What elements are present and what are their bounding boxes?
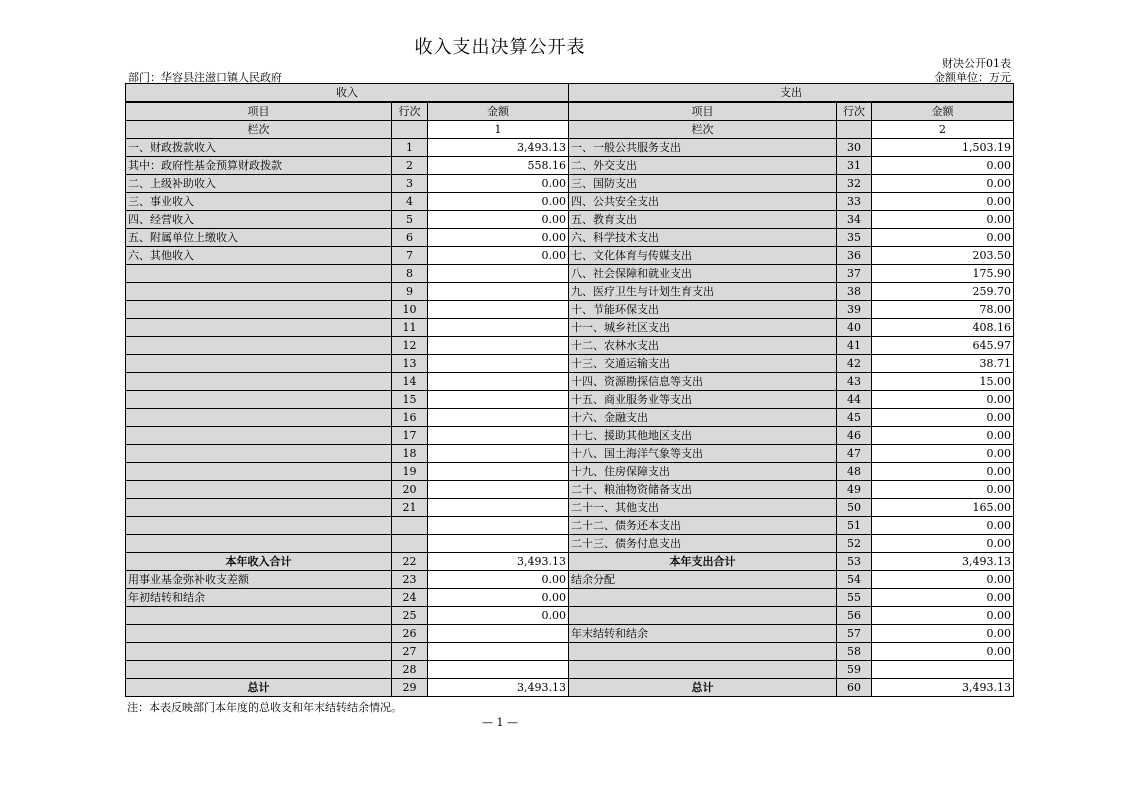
income-row-number-cell: 1 bbox=[392, 139, 428, 157]
income-item-cell: 年初结转和结余 bbox=[126, 589, 392, 607]
income-amount-cell bbox=[428, 535, 569, 553]
income-item-cell bbox=[126, 409, 392, 427]
income-row-number-cell: 22 bbox=[392, 553, 428, 571]
income-item-cell bbox=[126, 283, 392, 301]
income-row-number-cell: 23 bbox=[392, 571, 428, 589]
expense-amount-cell: 0.00 bbox=[872, 445, 1014, 463]
expense-item-cell: 十二、农林水支出 bbox=[569, 337, 837, 355]
income-amount-cell bbox=[428, 463, 569, 481]
expense-amount-cell: 0.00 bbox=[872, 229, 1014, 247]
expense-amount-cell: 0.00 bbox=[872, 463, 1014, 481]
expense-lanci-label: 栏次 bbox=[569, 121, 837, 139]
expense-row-number-cell: 42 bbox=[837, 355, 872, 373]
table-row bbox=[126, 589, 1014, 607]
income-item-cell: 本年收入合计 bbox=[126, 553, 392, 571]
table-row bbox=[126, 427, 1014, 445]
income-row-number-cell: 24 bbox=[392, 589, 428, 607]
expense-amount-cell: 0.00 bbox=[872, 643, 1014, 661]
income-lanci-row bbox=[392, 121, 428, 139]
page-number: — 1 — bbox=[482, 716, 518, 729]
expense-row-number-cell: 59 bbox=[837, 661, 872, 679]
income-item-cell bbox=[126, 499, 392, 517]
expense-row-number-cell: 58 bbox=[837, 643, 872, 661]
expense-amount-cell: 408.16 bbox=[872, 319, 1014, 337]
income-item-cell: 其中：政府性基金预算财政拨款 bbox=[126, 157, 392, 175]
expense-item-cell: 五、教育支出 bbox=[569, 211, 837, 229]
income-amount-cell bbox=[428, 643, 569, 661]
income-amount-cell: 0.00 bbox=[428, 247, 569, 265]
table-row bbox=[126, 553, 1014, 571]
income-amount-cell: 3,493.13 bbox=[428, 553, 569, 571]
income-row-number-cell: 13 bbox=[392, 355, 428, 373]
table-row bbox=[126, 625, 1014, 643]
expense-item-cell: 六、科学技术支出 bbox=[569, 229, 837, 247]
expense-amount-cell: 3,493.13 bbox=[872, 553, 1014, 571]
income-row-number-cell: 19 bbox=[392, 463, 428, 481]
expense-item-cell: 十一、城乡社区支出 bbox=[569, 319, 837, 337]
income-amount-header: 金额 bbox=[428, 102, 569, 121]
department-label: 部门：华容县注滋口镇人民政府 bbox=[128, 71, 282, 84]
expense-row-number-cell: 49 bbox=[837, 481, 872, 499]
lanci-row bbox=[126, 121, 1014, 139]
income-item-cell bbox=[126, 319, 392, 337]
income-amount-cell bbox=[428, 661, 569, 679]
income-item-cell bbox=[126, 337, 392, 355]
expense-row-header: 行次 bbox=[837, 102, 872, 121]
income-row-number-cell: 27 bbox=[392, 643, 428, 661]
expense-row-number-cell: 53 bbox=[837, 553, 872, 571]
income-row-number-cell: 7 bbox=[392, 247, 428, 265]
income-row-number-cell: 29 bbox=[392, 679, 428, 697]
column-header-row bbox=[126, 102, 1014, 121]
expense-item-cell: 二十、粮油物资储备支出 bbox=[569, 481, 837, 499]
expense-row-number-cell: 55 bbox=[837, 589, 872, 607]
table-row bbox=[126, 391, 1014, 409]
income-section-header: 收入 bbox=[126, 84, 569, 103]
table-row bbox=[126, 283, 1014, 301]
expense-item-cell: 七、文化体育与传媒支出 bbox=[569, 247, 837, 265]
expense-amount-cell: 0.00 bbox=[872, 517, 1014, 535]
income-row-number-cell: 17 bbox=[392, 427, 428, 445]
income-lanci-label: 栏次 bbox=[126, 121, 392, 139]
income-item-cell: 二、上级补助收入 bbox=[126, 175, 392, 193]
income-row-number-cell: 18 bbox=[392, 445, 428, 463]
table-row bbox=[126, 175, 1014, 193]
income-item-cell: 五、附属单位上缴收入 bbox=[126, 229, 392, 247]
expense-row-number-cell: 45 bbox=[837, 409, 872, 427]
income-row-number-cell: 10 bbox=[392, 301, 428, 319]
income-amount-cell bbox=[428, 301, 569, 319]
income-item-cell bbox=[126, 355, 392, 373]
expense-amount-cell: 0.00 bbox=[872, 535, 1014, 553]
table-row bbox=[126, 319, 1014, 337]
expense-amount-cell: 15.00 bbox=[872, 373, 1014, 391]
expense-amount-cell bbox=[872, 661, 1014, 679]
income-item-cell bbox=[126, 445, 392, 463]
income-item-cell bbox=[126, 427, 392, 445]
expense-item-cell: 二十一、其他支出 bbox=[569, 499, 837, 517]
expense-row-number-cell: 60 bbox=[837, 679, 872, 697]
expense-amount-cell: 0.00 bbox=[872, 211, 1014, 229]
expense-item-cell: 八、社会保障和就业支出 bbox=[569, 265, 837, 283]
expense-row-number-cell: 30 bbox=[837, 139, 872, 157]
income-item-cell bbox=[126, 481, 392, 499]
expense-item-cell: 九、医疗卫生与计划生育支出 bbox=[569, 283, 837, 301]
expense-item-cell: 十三、交通运输支出 bbox=[569, 355, 837, 373]
table-row bbox=[126, 535, 1014, 553]
expense-item-cell: 结余分配 bbox=[569, 571, 837, 589]
expense-row-number-cell: 43 bbox=[837, 373, 872, 391]
expense-amount-cell: 203.50 bbox=[872, 247, 1014, 265]
income-amount-cell bbox=[428, 373, 569, 391]
expense-amount-cell: 3,493.13 bbox=[872, 679, 1014, 697]
table-row bbox=[126, 661, 1014, 679]
expense-row-number-cell: 46 bbox=[837, 427, 872, 445]
income-row-number-cell: 15 bbox=[392, 391, 428, 409]
expense-row-number-cell: 35 bbox=[837, 229, 872, 247]
expense-lanci-row bbox=[837, 121, 872, 139]
table-row bbox=[126, 355, 1014, 373]
income-row-number-cell: 8 bbox=[392, 265, 428, 283]
table-row bbox=[126, 265, 1014, 283]
income-amount-cell: 0.00 bbox=[428, 211, 569, 229]
income-row-header: 行次 bbox=[392, 102, 428, 121]
expense-col-number: 2 bbox=[872, 121, 1014, 139]
income-amount-cell: 558.16 bbox=[428, 157, 569, 175]
expense-row-number-cell: 39 bbox=[837, 301, 872, 319]
income-expense-table bbox=[125, 83, 1014, 697]
expense-item-cell: 二、外交支出 bbox=[569, 157, 837, 175]
table-row bbox=[126, 301, 1014, 319]
expense-amount-cell: 645.97 bbox=[872, 337, 1014, 355]
table-row bbox=[126, 229, 1014, 247]
expense-row-number-cell: 54 bbox=[837, 571, 872, 589]
income-row-number-cell: 21 bbox=[392, 499, 428, 517]
expense-amount-cell: 0.00 bbox=[872, 589, 1014, 607]
income-item-cell bbox=[126, 607, 392, 625]
table-row bbox=[126, 679, 1014, 697]
expense-item-cell bbox=[569, 607, 837, 625]
income-row-number-cell: 20 bbox=[392, 481, 428, 499]
expense-item-cell bbox=[569, 589, 837, 607]
section-header-row bbox=[126, 84, 1014, 103]
expense-item-cell: 十六、金融支出 bbox=[569, 409, 837, 427]
expense-row-number-cell: 57 bbox=[837, 625, 872, 643]
expense-row-number-cell: 50 bbox=[837, 499, 872, 517]
table-row bbox=[126, 211, 1014, 229]
expense-row-number-cell: 31 bbox=[837, 157, 872, 175]
income-amount-cell bbox=[428, 391, 569, 409]
income-row-number-cell: 6 bbox=[392, 229, 428, 247]
expense-item-header: 项目 bbox=[569, 102, 837, 121]
income-row-number-cell bbox=[392, 535, 428, 553]
income-item-cell: 用事业基金弥补收支差额 bbox=[126, 571, 392, 589]
income-item-cell: 总计 bbox=[126, 679, 392, 697]
income-item-cell bbox=[126, 625, 392, 643]
expense-item-cell: 年末结转和结余 bbox=[569, 625, 837, 643]
expense-amount-cell: 0.00 bbox=[872, 481, 1014, 499]
income-item-cell bbox=[126, 517, 392, 535]
income-item-cell bbox=[126, 265, 392, 283]
expense-row-number-cell: 51 bbox=[837, 517, 872, 535]
income-item-cell bbox=[126, 661, 392, 679]
income-amount-cell: 0.00 bbox=[428, 571, 569, 589]
income-row-number-cell: 12 bbox=[392, 337, 428, 355]
expense-amount-cell: 0.00 bbox=[872, 625, 1014, 643]
expense-amount-cell: 0.00 bbox=[872, 607, 1014, 625]
expense-row-number-cell: 37 bbox=[837, 265, 872, 283]
income-row-number-cell: 26 bbox=[392, 625, 428, 643]
table-row bbox=[126, 139, 1014, 157]
page-title: 收入支出决算公开表 bbox=[414, 37, 586, 58]
income-amount-cell bbox=[428, 337, 569, 355]
expense-item-cell bbox=[569, 661, 837, 679]
income-amount-cell: 0.00 bbox=[428, 607, 569, 625]
expense-row-number-cell: 38 bbox=[837, 283, 872, 301]
expense-amount-cell: 259.70 bbox=[872, 283, 1014, 301]
income-row-number-cell: 14 bbox=[392, 373, 428, 391]
income-amount-cell: 0.00 bbox=[428, 175, 569, 193]
expense-amount-cell: 0.00 bbox=[872, 391, 1014, 409]
table-row bbox=[126, 193, 1014, 211]
table-row bbox=[126, 607, 1014, 625]
expense-row-number-cell: 32 bbox=[837, 175, 872, 193]
income-amount-cell bbox=[428, 427, 569, 445]
income-amount-cell bbox=[428, 625, 569, 643]
expense-section-header: 支出 bbox=[569, 84, 1014, 103]
income-row-number-cell bbox=[392, 517, 428, 535]
table-row bbox=[126, 157, 1014, 175]
expense-item-cell: 总计 bbox=[569, 679, 837, 697]
income-row-number-cell: 5 bbox=[392, 211, 428, 229]
income-col-number: 1 bbox=[428, 121, 569, 139]
expense-amount-cell: 0.00 bbox=[872, 175, 1014, 193]
expense-amount-cell: 1,503.19 bbox=[872, 139, 1014, 157]
income-amount-cell: 3,493.13 bbox=[428, 679, 569, 697]
expense-row-number-cell: 47 bbox=[837, 445, 872, 463]
form-code: 财决公开01表 bbox=[942, 57, 1011, 70]
expense-amount-cell: 175.90 bbox=[872, 265, 1014, 283]
table-row bbox=[126, 481, 1014, 499]
expense-item-cell: 三、国防支出 bbox=[569, 175, 837, 193]
table-row bbox=[126, 571, 1014, 589]
income-amount-cell bbox=[428, 499, 569, 517]
income-row-number-cell: 16 bbox=[392, 409, 428, 427]
expense-item-cell: 十五、商业服务业等支出 bbox=[569, 391, 837, 409]
expense-item-cell: 二十二、债务还本支出 bbox=[569, 517, 837, 535]
expense-row-number-cell: 52 bbox=[837, 535, 872, 553]
income-row-number-cell: 25 bbox=[392, 607, 428, 625]
expense-item-cell: 本年支出合计 bbox=[569, 553, 837, 571]
expense-amount-cell: 78.00 bbox=[872, 301, 1014, 319]
income-row-number-cell: 2 bbox=[392, 157, 428, 175]
income-amount-cell bbox=[428, 481, 569, 499]
income-item-cell: 六、其他收入 bbox=[126, 247, 392, 265]
expense-row-number-cell: 44 bbox=[837, 391, 872, 409]
expense-item-cell: 二十三、债务付息支出 bbox=[569, 535, 837, 553]
income-row-number-cell: 9 bbox=[392, 283, 428, 301]
income-amount-cell: 3,493.13 bbox=[428, 139, 569, 157]
expense-row-number-cell: 40 bbox=[837, 319, 872, 337]
expense-item-cell: 四、公共安全支出 bbox=[569, 193, 837, 211]
expense-item-cell bbox=[569, 643, 837, 661]
expense-item-cell: 十四、资源勘探信息等支出 bbox=[569, 373, 837, 391]
income-row-number-cell: 4 bbox=[392, 193, 428, 211]
expense-item-cell: 十、节能环保支出 bbox=[569, 301, 837, 319]
expense-item-cell: 十七、援助其他地区支出 bbox=[569, 427, 837, 445]
income-amount-cell bbox=[428, 517, 569, 535]
footnote: 注：本表反映部门本年度的总收支和年末结转结余情况。 bbox=[127, 701, 402, 714]
expense-row-number-cell: 56 bbox=[837, 607, 872, 625]
income-item-cell bbox=[126, 373, 392, 391]
income-amount-cell bbox=[428, 445, 569, 463]
table-row bbox=[126, 463, 1014, 481]
income-item-cell bbox=[126, 535, 392, 553]
income-row-number-cell: 3 bbox=[392, 175, 428, 193]
income-item-cell bbox=[126, 463, 392, 481]
expense-row-number-cell: 41 bbox=[837, 337, 872, 355]
income-row-number-cell: 11 bbox=[392, 319, 428, 337]
expense-item-cell: 一、一般公共服务支出 bbox=[569, 139, 837, 157]
income-amount-cell: 0.00 bbox=[428, 229, 569, 247]
income-item-cell: 三、事业收入 bbox=[126, 193, 392, 211]
income-amount-cell bbox=[428, 319, 569, 337]
expense-amount-cell: 0.00 bbox=[872, 157, 1014, 175]
expense-row-number-cell: 33 bbox=[837, 193, 872, 211]
income-amount-cell bbox=[428, 409, 569, 427]
income-item-cell bbox=[126, 391, 392, 409]
income-item-cell: 四、经营收入 bbox=[126, 211, 392, 229]
table-row bbox=[126, 409, 1014, 427]
table-row bbox=[126, 517, 1014, 535]
expense-row-number-cell: 48 bbox=[837, 463, 872, 481]
table-row bbox=[126, 247, 1014, 265]
table-row bbox=[126, 445, 1014, 463]
expense-item-cell: 十八、国土海洋气象等支出 bbox=[569, 445, 837, 463]
income-amount-cell bbox=[428, 283, 569, 301]
income-amount-cell: 0.00 bbox=[428, 589, 569, 607]
expense-amount-cell: 0.00 bbox=[872, 427, 1014, 445]
table-row bbox=[126, 337, 1014, 355]
income-row-number-cell: 28 bbox=[392, 661, 428, 679]
expense-amount-cell: 38.71 bbox=[872, 355, 1014, 373]
income-amount-cell: 0.00 bbox=[428, 193, 569, 211]
expense-amount-cell: 0.00 bbox=[872, 571, 1014, 589]
expense-amount-header: 金额 bbox=[872, 102, 1014, 121]
expense-row-number-cell: 34 bbox=[837, 211, 872, 229]
expense-amount-cell: 0.00 bbox=[872, 193, 1014, 211]
expense-row-number-cell: 36 bbox=[837, 247, 872, 265]
income-amount-cell bbox=[428, 265, 569, 283]
income-item-cell: 一、财政拨款收入 bbox=[126, 139, 392, 157]
unit-label: 金额单位：万元 bbox=[934, 71, 1011, 84]
income-item-cell bbox=[126, 301, 392, 319]
expense-amount-cell: 0.00 bbox=[872, 409, 1014, 427]
income-amount-cell bbox=[428, 355, 569, 373]
expense-amount-cell: 165.00 bbox=[872, 499, 1014, 517]
table-row bbox=[126, 499, 1014, 517]
table-row bbox=[126, 643, 1014, 661]
table-row bbox=[126, 373, 1014, 391]
expense-item-cell: 十九、住房保障支出 bbox=[569, 463, 837, 481]
income-item-cell bbox=[126, 643, 392, 661]
income-item-header: 项目 bbox=[126, 102, 392, 121]
